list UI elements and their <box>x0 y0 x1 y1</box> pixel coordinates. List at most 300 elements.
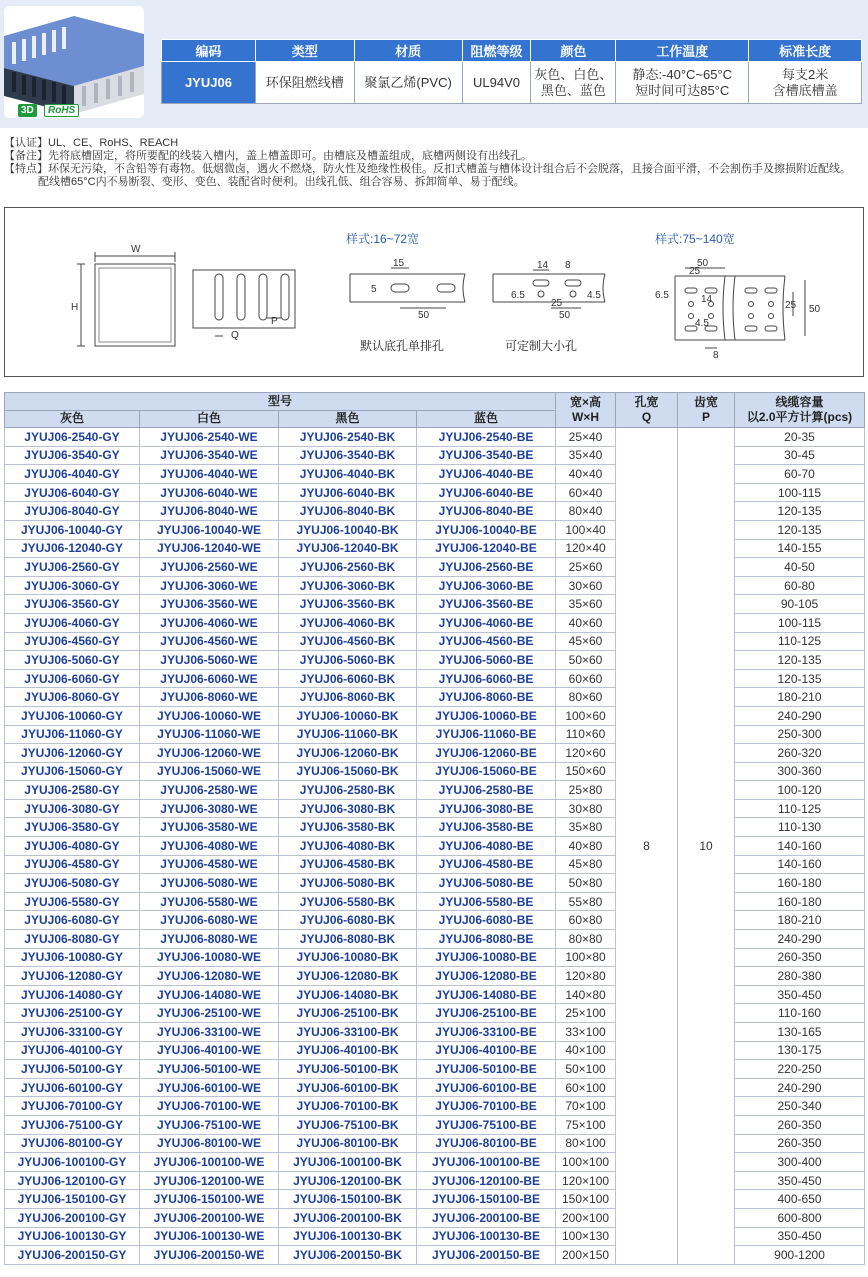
dim-a-5: 5 <box>371 284 377 295</box>
model-black: JYUJ06-15060-BK <box>279 762 417 781</box>
cable-capacity: 250-340 <box>735 1097 865 1116</box>
cable-capacity: 110-125 <box>735 632 865 651</box>
comb-side-drawing <box>193 270 295 341</box>
table-row <box>5 1208 865 1227</box>
table-header-row-1 <box>5 393 865 411</box>
dim-c-45: 4.5 <box>695 318 709 329</box>
model-blue: JYUJ06-150100-BE <box>417 1190 556 1209</box>
dim-wh: 45×60 <box>556 632 616 651</box>
spec-color-line1: 灰色、白色、 <box>534 66 613 82</box>
model-blue: JYUJ06-12040-BE <box>417 539 556 558</box>
model-blue: JYUJ06-8040-BE <box>417 502 556 521</box>
caption-default: 默认底孔单排孔 <box>360 339 445 353</box>
model-blue: JYUJ06-25100-BE <box>417 1004 556 1023</box>
model-white: JYUJ06-80100-WE <box>140 1134 279 1153</box>
header-model: 型号 <box>5 393 556 411</box>
model-table <box>4 392 865 1265</box>
table-row <box>5 948 865 967</box>
model-white: JYUJ06-4040-WE <box>140 465 279 484</box>
model-white: JYUJ06-100100-WE <box>140 1153 279 1172</box>
label-p: P <box>271 316 278 327</box>
model-blue: JYUJ06-50100-BE <box>417 1060 556 1079</box>
header-cap-line2: 以2.0平方计算(pcs) <box>746 410 853 424</box>
dim-wh: 80×40 <box>556 502 616 521</box>
model-blue: JYUJ06-2540-BE <box>417 428 556 447</box>
model-blue: JYUJ06-120100-BE <box>417 1171 556 1190</box>
table-row <box>5 744 865 763</box>
dim-wh: 40×60 <box>556 613 616 632</box>
model-blue: JYUJ06-3580-BE <box>417 818 556 837</box>
model-gray: JYUJ06-3060-GY <box>5 576 140 595</box>
model-gray: JYUJ06-5060-GY <box>5 651 140 670</box>
table-row <box>5 669 865 688</box>
model-white: JYUJ06-10040-WE <box>140 520 279 539</box>
dim-c-50: 50 <box>697 258 709 269</box>
note-feature: 【特点】环保无污染，不含铅等有毒物。低烟微卤，遇火不燃烧，防火性及绝缘性极佳。反扣式槽盖与槽体设计组合后不会脱落，且接合面平滑，不会割伤手及擦损附近配线。 <box>4 163 851 175</box>
hole-drawing-c <box>655 258 821 361</box>
table-row <box>5 539 865 558</box>
model-blue: JYUJ06-14080-BE <box>417 985 556 1004</box>
table-row <box>5 762 865 781</box>
table-row <box>5 725 865 744</box>
dim-b-45: 4.5 <box>587 290 601 301</box>
dim-wh: 60×80 <box>556 911 616 930</box>
model-black: JYUJ06-3540-BK <box>279 446 417 465</box>
model-black: JYUJ06-5580-BK <box>279 892 417 911</box>
model-gray: JYUJ06-11060-GY <box>5 725 140 744</box>
dim-wh: 200×100 <box>556 1208 616 1227</box>
model-blue: JYUJ06-60100-BE <box>417 1078 556 1097</box>
cable-capacity: 260-320 <box>735 744 865 763</box>
spec-header-temp: 工作温度 <box>616 40 749 62</box>
note-remark: 【备注】先将底槽固定，将所要配的线装入槽内，盖上槽盖即可。由槽底及槽盖组成，底槽两侧设有出线孔。 <box>4 150 532 162</box>
model-black: JYUJ06-4560-BK <box>279 632 417 651</box>
cable-capacity: 300-360 <box>735 762 865 781</box>
table-row <box>5 595 865 614</box>
model-black: JYUJ06-4060-BK <box>279 613 417 632</box>
dim-c-8: 8 <box>713 350 719 361</box>
dim-wh: 55×80 <box>556 892 616 911</box>
cable-capacity: 900-1200 <box>735 1246 865 1265</box>
spec-flame: UL94V0 <box>462 62 531 104</box>
model-gray: JYUJ06-200150-GY <box>5 1246 140 1265</box>
model-blue: JYUJ06-6060-BE <box>417 669 556 688</box>
model-white: JYUJ06-4060-WE <box>140 613 279 632</box>
model-blue: JYUJ06-75100-BE <box>417 1115 556 1134</box>
model-white: JYUJ06-15060-WE <box>140 762 279 781</box>
header-p-line1: 齿宽 <box>694 395 719 409</box>
model-gray: JYUJ06-200100-GY <box>5 1208 140 1227</box>
cable-capacity: 160-180 <box>735 874 865 893</box>
rohs-badge: RoHS <box>44 104 79 117</box>
tooth-width-p: 10 <box>678 428 735 1265</box>
model-black: JYUJ06-10080-BK <box>279 948 417 967</box>
model-black: JYUJ06-2560-BK <box>279 558 417 577</box>
model-black: JYUJ06-150100-BK <box>279 1190 417 1209</box>
model-white: JYUJ06-8080-WE <box>140 930 279 949</box>
model-black: JYUJ06-12040-BK <box>279 539 417 558</box>
model-white: JYUJ06-150100-WE <box>140 1190 279 1209</box>
spec-temp <box>616 62 749 104</box>
cable-capacity: 100-115 <box>735 483 865 502</box>
model-gray: JYUJ06-8060-GY <box>5 688 140 707</box>
cable-capacity: 90-105 <box>735 595 865 614</box>
model-gray: JYUJ06-75100-GY <box>5 1115 140 1134</box>
model-white: JYUJ06-3060-WE <box>140 576 279 595</box>
dim-wh: 45×80 <box>556 855 616 874</box>
model-gray: JYUJ06-33100-GY <box>5 1023 140 1042</box>
model-black: JYUJ06-3580-BK <box>279 818 417 837</box>
table-row <box>5 1097 865 1116</box>
model-white: JYUJ06-12080-WE <box>140 967 279 986</box>
model-blue: JYUJ06-8080-BE <box>417 930 556 949</box>
model-gray: JYUJ06-3580-GY <box>5 818 140 837</box>
model-blue: JYUJ06-5080-BE <box>417 874 556 893</box>
model-blue: JYUJ06-12060-BE <box>417 744 556 763</box>
model-black: JYUJ06-60100-BK <box>279 1078 417 1097</box>
model-blue: JYUJ06-3080-BE <box>417 799 556 818</box>
table-row <box>5 855 865 874</box>
header-white: 白色 <box>140 410 279 428</box>
spec-header-length: 标准长度 <box>749 40 862 62</box>
model-black: JYUJ06-2580-BK <box>279 781 417 800</box>
header-black: 黑色 <box>279 410 417 428</box>
model-gray: JYUJ06-5080-GY <box>5 874 140 893</box>
dim-wh: 60×60 <box>556 669 616 688</box>
dim-wh: 75×100 <box>556 1115 616 1134</box>
model-black: JYUJ06-200100-BK <box>279 1208 417 1227</box>
dim-wh: 33×100 <box>556 1023 616 1042</box>
dim-wh: 40×100 <box>556 1041 616 1060</box>
dim-wh: 25×80 <box>556 781 616 800</box>
model-white: JYUJ06-70100-WE <box>140 1097 279 1116</box>
model-white: JYUJ06-3560-WE <box>140 595 279 614</box>
model-blue: JYUJ06-5580-BE <box>417 892 556 911</box>
spec-color <box>531 62 616 104</box>
model-gray: JYUJ06-2580-GY <box>5 781 140 800</box>
model-white: JYUJ06-4560-WE <box>140 632 279 651</box>
spec-header-color: 颜色 <box>531 40 616 62</box>
cable-capacity: 110-130 <box>735 818 865 837</box>
model-white: JYUJ06-5060-WE <box>140 651 279 670</box>
model-gray: JYUJ06-10080-GY <box>5 948 140 967</box>
table-row <box>5 1190 865 1209</box>
model-gray: JYUJ06-3560-GY <box>5 595 140 614</box>
header-wh-line2: W×H <box>572 410 600 424</box>
cable-capacity: 30-45 <box>735 446 865 465</box>
model-white: JYUJ06-8060-WE <box>140 688 279 707</box>
style-label-large: 样式:75~140宽 <box>655 232 735 246</box>
model-black: JYUJ06-8040-BK <box>279 502 417 521</box>
cable-capacity: 180-210 <box>735 911 865 930</box>
model-white: JYUJ06-75100-WE <box>140 1115 279 1134</box>
table-row <box>5 428 865 447</box>
model-white: JYUJ06-12060-WE <box>140 744 279 763</box>
model-black: JYUJ06-5060-BK <box>279 651 417 670</box>
cable-capacity: 100-120 <box>735 781 865 800</box>
model-gray: JYUJ06-2540-GY <box>5 428 140 447</box>
dim-b-50: 50 <box>559 310 571 321</box>
dim-c-14: 14 <box>701 294 713 305</box>
model-white: JYUJ06-120100-WE <box>140 1171 279 1190</box>
model-gray: JYUJ06-4040-GY <box>5 465 140 484</box>
model-gray: JYUJ06-4560-GY <box>5 632 140 651</box>
dim-wh: 35×80 <box>556 818 616 837</box>
model-gray: JYUJ06-6060-GY <box>5 669 140 688</box>
cable-capacity: 240-290 <box>735 930 865 949</box>
diagram-box <box>4 207 864 377</box>
hole-drawing-b <box>493 260 605 321</box>
model-gray: JYUJ06-4580-GY <box>5 855 140 874</box>
model-white: JYUJ06-6060-WE <box>140 669 279 688</box>
model-white: JYUJ06-200150-WE <box>140 1246 279 1265</box>
table-row <box>5 985 865 1004</box>
table-row <box>5 930 865 949</box>
model-gray: JYUJ06-12080-GY <box>5 967 140 986</box>
model-blue: JYUJ06-70100-BE <box>417 1097 556 1116</box>
model-gray: JYUJ06-5580-GY <box>5 892 140 911</box>
model-blue: JYUJ06-10060-BE <box>417 706 556 725</box>
cable-capacity: 140-160 <box>735 855 865 874</box>
model-black: JYUJ06-40100-BK <box>279 1041 417 1060</box>
cable-capacity: 100-115 <box>735 613 865 632</box>
model-gray: JYUJ06-3080-GY <box>5 799 140 818</box>
table-row <box>5 1134 865 1153</box>
model-gray: JYUJ06-8040-GY <box>5 502 140 521</box>
model-blue: JYUJ06-200100-BE <box>417 1208 556 1227</box>
model-gray: JYUJ06-12040-GY <box>5 539 140 558</box>
dim-wh: 25×100 <box>556 1004 616 1023</box>
product-image <box>4 6 144 118</box>
dim-wh: 80×100 <box>556 1134 616 1153</box>
model-blue: JYUJ06-100100-BE <box>417 1153 556 1172</box>
dim-wh: 30×80 <box>556 799 616 818</box>
table-row <box>5 1115 865 1134</box>
model-blue: JYUJ06-5060-BE <box>417 651 556 670</box>
model-white: JYUJ06-33100-WE <box>140 1023 279 1042</box>
header-p-line2: P <box>702 410 711 424</box>
notes <box>4 137 866 189</box>
table-row <box>5 1004 865 1023</box>
model-white: JYUJ06-10060-WE <box>140 706 279 725</box>
cable-capacity: 600-800 <box>735 1208 865 1227</box>
table-row <box>5 967 865 986</box>
label-q: Q <box>231 330 239 341</box>
spec-length-line1: 每支2米 <box>781 66 829 82</box>
header-cap-line1: 线缆容量 <box>775 395 824 409</box>
table-row <box>5 1246 865 1265</box>
model-white: JYUJ06-8040-WE <box>140 502 279 521</box>
table-row <box>5 1023 865 1042</box>
header-q-line2: Q <box>641 410 652 424</box>
table-row <box>5 799 865 818</box>
table-row <box>5 874 865 893</box>
model-white: JYUJ06-5580-WE <box>140 892 279 911</box>
dim-wh: 80×80 <box>556 930 616 949</box>
model-white: JYUJ06-100130-WE <box>140 1227 279 1246</box>
model-blue: JYUJ06-11060-BE <box>417 725 556 744</box>
model-black: JYUJ06-100100-BK <box>279 1153 417 1172</box>
model-black: JYUJ06-4040-BK <box>279 465 417 484</box>
model-blue: JYUJ06-2560-BE <box>417 558 556 577</box>
model-black: JYUJ06-4580-BK <box>279 855 417 874</box>
model-white: JYUJ06-12040-WE <box>140 539 279 558</box>
spec-header-row <box>162 40 862 62</box>
model-white: JYUJ06-14080-WE <box>140 985 279 1004</box>
cable-capacity: 20-35 <box>735 428 865 447</box>
model-blue: JYUJ06-12080-BE <box>417 967 556 986</box>
model-white: JYUJ06-3080-WE <box>140 799 279 818</box>
spec-header-material: 材质 <box>354 40 462 62</box>
dim-c-50-right: 50 <box>809 304 821 315</box>
model-white: JYUJ06-25100-WE <box>140 1004 279 1023</box>
model-black: JYUJ06-6080-BK <box>279 911 417 930</box>
dim-wh: 80×60 <box>556 688 616 707</box>
table-row <box>5 520 865 539</box>
model-black: JYUJ06-2540-BK <box>279 428 417 447</box>
cable-capacity: 350-450 <box>735 1171 865 1190</box>
header-wh-line1: 宽×高 <box>570 395 602 409</box>
cable-capacity: 60-80 <box>735 576 865 595</box>
model-black: JYUJ06-200150-BK <box>279 1246 417 1265</box>
header-band <box>0 0 868 128</box>
table-row <box>5 465 865 484</box>
spec-color-line2: 黑色、蓝色 <box>540 82 606 98</box>
dim-wh: 100×40 <box>556 520 616 539</box>
model-blue: JYUJ06-4580-BE <box>417 855 556 874</box>
spec-header-flame: 阻燃等级 <box>462 40 531 62</box>
model-black: JYUJ06-12080-BK <box>279 967 417 986</box>
dim-wh: 50×60 <box>556 651 616 670</box>
dim-wh: 25×40 <box>556 428 616 447</box>
model-black: JYUJ06-3560-BK <box>279 595 417 614</box>
table-row <box>5 706 865 725</box>
cable-capacity: 120-135 <box>735 502 865 521</box>
spec-table <box>161 39 862 104</box>
cross-section-drawing <box>71 244 175 346</box>
cable-capacity: 110-125 <box>735 799 865 818</box>
header-gray: 灰色 <box>5 410 140 428</box>
spec-temp-line2: 短时间可达85°C <box>635 82 730 98</box>
header-p <box>678 393 735 428</box>
model-gray: JYUJ06-2560-GY <box>5 558 140 577</box>
model-black: JYUJ06-12060-BK <box>279 744 417 763</box>
dim-wh: 100×60 <box>556 706 616 725</box>
table-row <box>5 837 865 856</box>
model-blue: JYUJ06-3540-BE <box>417 446 556 465</box>
model-blue: JYUJ06-4080-BE <box>417 837 556 856</box>
model-white: JYUJ06-6080-WE <box>140 911 279 930</box>
header-wh <box>556 393 616 428</box>
model-black: JYUJ06-14080-BK <box>279 985 417 1004</box>
model-blue: JYUJ06-3060-BE <box>417 576 556 595</box>
header-capacity <box>735 393 865 428</box>
wire-duct-illustration-icon <box>4 6 144 118</box>
dim-a-50: 50 <box>418 310 430 321</box>
cable-capacity: 140-155 <box>735 539 865 558</box>
dim-b-65: 6.5 <box>511 290 525 301</box>
cable-capacity: 350-450 <box>735 1227 865 1246</box>
model-blue: JYUJ06-3560-BE <box>417 595 556 614</box>
table-row <box>5 911 865 930</box>
model-white: JYUJ06-11060-WE <box>140 725 279 744</box>
cable-capacity: 130-165 <box>735 1023 865 1042</box>
model-blue: JYUJ06-40100-BE <box>417 1041 556 1060</box>
model-white: JYUJ06-4580-WE <box>140 855 279 874</box>
model-gray: JYUJ06-3540-GY <box>5 446 140 465</box>
header-q-line1: 孔宽 <box>634 395 659 409</box>
header-q <box>616 393 678 428</box>
dim-wh: 120×80 <box>556 967 616 986</box>
table-row <box>5 558 865 577</box>
model-black: JYUJ06-8060-BK <box>279 688 417 707</box>
model-white: JYUJ06-2580-WE <box>140 781 279 800</box>
spec-code: JYUJ06 <box>162 62 256 104</box>
model-black: JYUJ06-11060-BK <box>279 725 417 744</box>
model-blue: JYUJ06-6040-BE <box>417 483 556 502</box>
spec-temp-line1: 静态:-40°C~65°C <box>632 66 733 82</box>
table-row <box>5 781 865 800</box>
dim-wh: 100×80 <box>556 948 616 967</box>
dim-b-8: 8 <box>565 260 571 271</box>
model-black: JYUJ06-33100-BK <box>279 1023 417 1042</box>
spec-type: 环保阻燃线槽 <box>255 62 354 104</box>
model-blue: JYUJ06-33100-BE <box>417 1023 556 1042</box>
label-h: H <box>71 302 79 313</box>
dim-c-25-right: 25 <box>785 300 797 311</box>
cable-capacity: 400-650 <box>735 1190 865 1209</box>
table-row <box>5 613 865 632</box>
cable-capacity: 130-175 <box>735 1041 865 1060</box>
model-gray: JYUJ06-15060-GY <box>5 762 140 781</box>
model-black: JYUJ06-6040-BK <box>279 483 417 502</box>
caption-custom: 可定制大小孔 <box>505 339 578 353</box>
cable-capacity: 300-400 <box>735 1153 865 1172</box>
model-gray: JYUJ06-40100-GY <box>5 1041 140 1060</box>
model-gray: JYUJ06-70100-GY <box>5 1097 140 1116</box>
cable-capacity: 220-250 <box>735 1060 865 1079</box>
note-cert: 【认证】UL、CE、RoHS、REACH <box>4 137 179 149</box>
dim-wh: 60×40 <box>556 483 616 502</box>
model-blue: JYUJ06-2580-BE <box>417 781 556 800</box>
table-row <box>5 1153 865 1172</box>
cable-capacity: 120-135 <box>735 651 865 670</box>
model-blue: JYUJ06-200150-BE <box>417 1246 556 1265</box>
model-white: JYUJ06-10080-WE <box>140 948 279 967</box>
table-row <box>5 502 865 521</box>
model-white: JYUJ06-60100-WE <box>140 1078 279 1097</box>
model-gray: JYUJ06-10040-GY <box>5 520 140 539</box>
model-black: JYUJ06-25100-BK <box>279 1004 417 1023</box>
model-gray: JYUJ06-6080-GY <box>5 911 140 930</box>
dim-wh: 50×100 <box>556 1060 616 1079</box>
model-blue: JYUJ06-80100-BE <box>417 1134 556 1153</box>
dim-b-14: 14 <box>537 260 549 271</box>
dim-wh: 200×150 <box>556 1246 616 1265</box>
table-row <box>5 818 865 837</box>
model-gray: JYUJ06-50100-GY <box>5 1060 140 1079</box>
note-feature-cont: 配线槽65°C内不易断裂、变形、变色、装配省时便利。出线孔低、组合容易、拆卸简单、易于配线。 <box>38 176 525 188</box>
model-gray: JYUJ06-10060-GY <box>5 706 140 725</box>
model-black: JYUJ06-6060-BK <box>279 669 417 688</box>
cable-capacity: 180-210 <box>735 688 865 707</box>
dim-wh: 150×60 <box>556 762 616 781</box>
model-blue: JYUJ06-4040-BE <box>417 465 556 484</box>
model-white: JYUJ06-5080-WE <box>140 874 279 893</box>
cable-capacity: 110-160 <box>735 1004 865 1023</box>
cable-capacity: 260-350 <box>735 1115 865 1134</box>
table-row <box>5 576 865 595</box>
